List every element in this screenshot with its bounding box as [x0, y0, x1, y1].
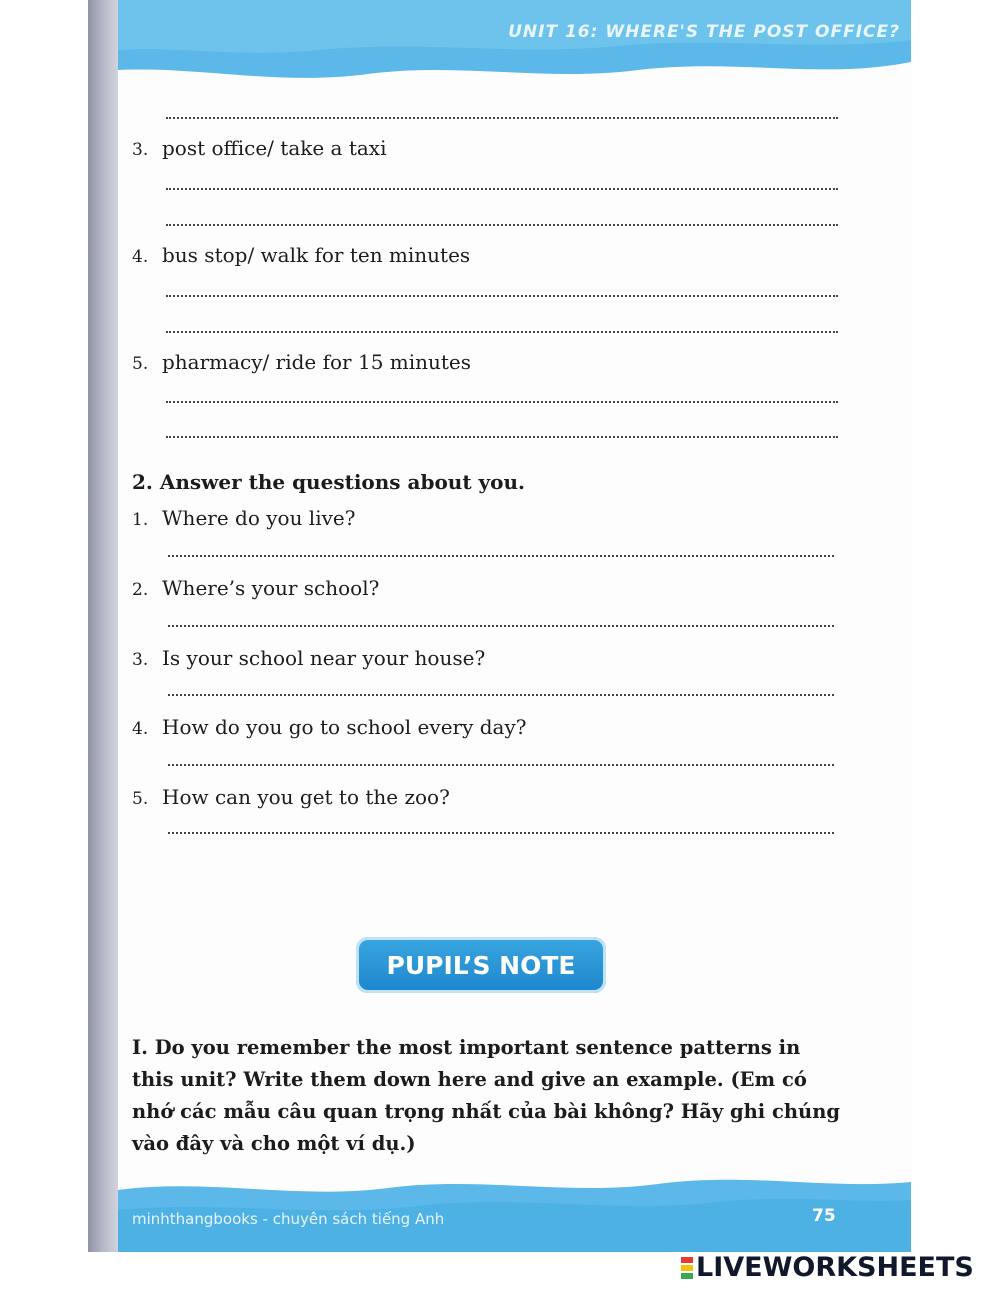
item-number: 3.: [132, 140, 149, 160]
item-prompt: Where’s your school?: [162, 576, 380, 600]
list-item: [132, 576, 379, 600]
answer-line[interactable]: [168, 555, 834, 557]
item-prompt: pharmacy/ ride for 15 minutes: [162, 350, 472, 374]
list-item: [132, 506, 355, 530]
answer-line[interactable]: [166, 436, 838, 438]
liveworksheets-watermark: [680, 1252, 974, 1283]
list-item: [132, 136, 386, 160]
exercise-heading: 2. Answer the questions about you.: [132, 470, 526, 494]
list-item: [132, 715, 527, 739]
item-prompt: Is your school near your house?: [162, 646, 486, 670]
item-prompt: bus stop/ walk for ten minutes: [162, 243, 471, 267]
liveworksheets-logo-icon: [680, 1255, 694, 1283]
answer-line[interactable]: [166, 295, 838, 297]
answer-line[interactable]: [168, 832, 834, 834]
item-number: 1.: [132, 510, 149, 530]
answer-line[interactable]: [166, 224, 838, 226]
footer-wave-band: [118, 1160, 911, 1252]
item-prompt: Where do you live?: [162, 506, 356, 530]
header-wave-band: [118, 0, 911, 100]
list-item: [132, 243, 470, 267]
publisher-footer: minhthangbooks - chuyên sách tiếng Anh: [132, 1210, 445, 1228]
answer-line[interactable]: [166, 188, 838, 190]
item-prompt: How do you go to school every day?: [162, 715, 527, 739]
answer-line[interactable]: [166, 401, 838, 403]
page-number: 75: [812, 1206, 836, 1226]
item-prompt: How can you get to the zoo?: [162, 785, 450, 809]
answer-line[interactable]: [168, 764, 834, 766]
pupils-note-banner: PUPIL’S NOTE: [356, 937, 606, 993]
item-number: 2.: [132, 580, 149, 600]
answer-line[interactable]: [168, 625, 834, 627]
item-prompt: post office/ take a taxi: [162, 136, 387, 160]
unit-title: UNIT 16: WHERE'S THE POST OFFICE?: [508, 22, 900, 42]
book-spine-shadow: [88, 0, 122, 1252]
list-item: [132, 785, 450, 809]
watermark-text: LIVEWORKSHEETS: [696, 1252, 974, 1283]
item-number: 3.: [132, 650, 149, 670]
answer-line[interactable]: [166, 117, 838, 119]
item-number: 4.: [132, 247, 149, 267]
list-item: [132, 350, 471, 374]
answer-line[interactable]: [168, 694, 834, 696]
pupils-note-instructions: I. Do you remember the most important sentence patterns in this unit? Write them down here and give an example. (Em có nhớ các mẫu câu quan trọng nhất của bài không? Hãy ghi chúng vào đây và cho một ví dụ.): [132, 1036, 841, 1155]
item-number: 5.: [132, 354, 149, 374]
list-item: [132, 646, 485, 670]
item-number: 5.: [132, 789, 149, 809]
answer-line[interactable]: [166, 331, 838, 333]
item-number: 4.: [132, 719, 149, 739]
